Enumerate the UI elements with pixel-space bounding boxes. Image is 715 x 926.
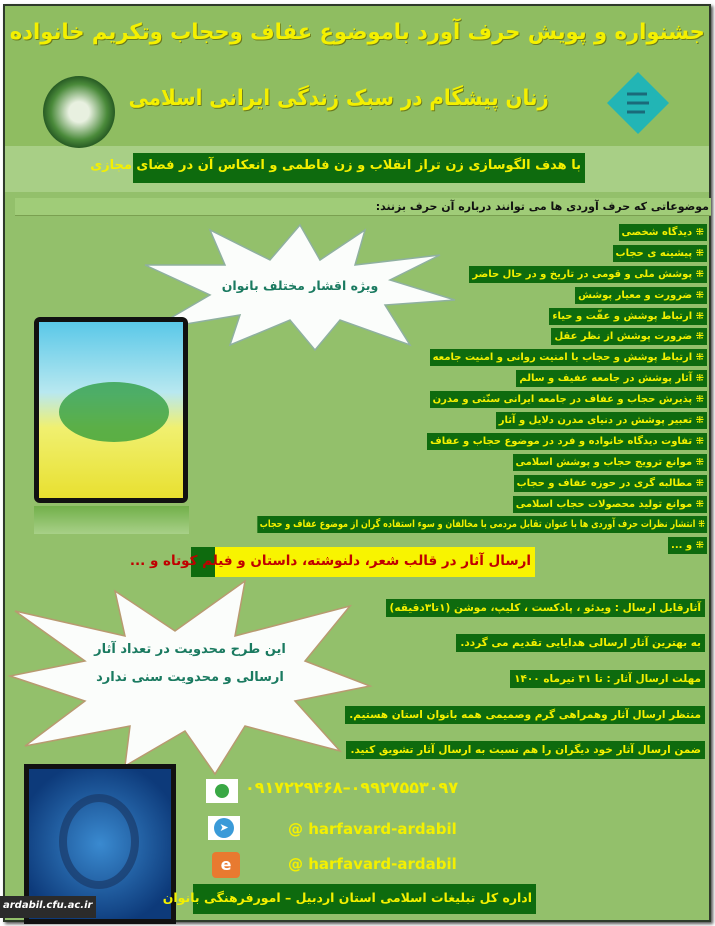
emblem-logo — [43, 76, 115, 148]
list-item: ⁜ پوشش ملی و قومی در تاریخ و در حال حاضر — [7, 263, 707, 280]
list-item: ⁜ پذیرش حجاب و عفاف در جامعه ایرانی سنّتی و مدرن — [7, 388, 707, 405]
info-prizes: به بهترین آثار ارسالی هدایایی تقدیم می گردد. — [456, 634, 705, 652]
list-item: ⁜ ضرورت و معیار پوشش — [7, 284, 707, 301]
star-no-limit-line1: این طرح محدویت در تعداد آثار — [94, 642, 286, 657]
list-item: ⁜ تعبیر پوشش در دنیای مدرن دلایل و آثار — [7, 409, 707, 426]
festival-title: جشنواره و پویش حرف آورد باموضوع عفاف وحجاب وتکریم خانواده — [9, 20, 705, 45]
list-item: ⁜ ارتباط پوشش و حجاب با امنیت روانی و امنیت جامعه — [7, 346, 707, 363]
eitaa-icon[interactable]: e — [212, 852, 240, 878]
hijab-image — [34, 317, 188, 503]
list-item: ⁜ تفاوت دیدگاه خانواده و فرد در موضوع حجاب و عفاف — [7, 430, 707, 447]
festival-subtitle: زنان پیشگام در سبک زندگی ایرانی اسلامی — [128, 86, 549, 111]
list-item: ⁜ موانع ترویج حجاب و پوشش اسلامی — [7, 451, 707, 468]
info-eligible-works: آثارقابل ارسال : ویدئو ، پادکست ، کلیپ، موشن (۱تا۳دقیقه) — [386, 599, 705, 617]
list-item: ⁜ مطالبه گری در حوزه عفاف و حجاب — [7, 472, 707, 489]
poster — [3, 4, 711, 922]
phone-numbers: ۰۹۱۷۲۲۹۴۶۸–۰۹۹۲۷۵۵۳۰۹۷ — [245, 778, 459, 797]
list-item: ⁜ آثار پوشش در جامعه عفیف و سالم — [7, 367, 707, 384]
telegram-handle[interactable]: @ harfavard-ardabil — [288, 820, 457, 838]
list-item: ⁜ انتشار نظرات حرف آوردی ها با عنوان تقابل مردمی با مخالفان و سوء استفاده گران از موضوع عفاف و حجاب — [7, 513, 707, 530]
organization-footer: اداره کل تبلیغات اسلامی استان اردبیل – امورفرهنگی بانوان — [193, 884, 536, 914]
list-item: ⁜ دیدگاه شخصی — [7, 221, 707, 238]
list-item: ⁜ ضرورت پوشش از نظر عقل — [7, 325, 707, 342]
info-encourage: ضمن ارسال آثار خود دیگران را هم نسبت به ارسال آثار تشویق کنید. — [346, 741, 705, 759]
eitaa-handle[interactable]: @ harfavard-ardabil — [288, 855, 457, 873]
watermark: ardabil.cfu.ac.ir — [0, 896, 96, 918]
info-deadline: مهلت ارسال آثار : تا ۳۱ تیرماه ۱۴۰۰ — [510, 670, 705, 688]
list-item: ⁜ ارتباط پوشش و عفّت و حیاء — [7, 305, 707, 322]
list-item: ⁜ و ... — [7, 534, 707, 551]
star-audience-text: ویژه اقشار مختلف بانوان — [221, 278, 379, 293]
formats-banner: ارسال آثار در قالب شعر، دلنوشته، داستان و فیلم کوتاه و ... — [215, 547, 535, 577]
star-no-limit-line2: ارسالی و محدویت سنی ندارد — [96, 670, 284, 685]
topics-heading: موضوعاتی که حرف آوردی ها می توانند درباره آن حرف بزنند: — [15, 198, 711, 216]
goal-banner: با هدف الگوسازی زن تراز انقلاب و زن فاطمی و انعکاس آن در فضای مجازی — [133, 153, 585, 183]
telegram-icon[interactable]: ➤ — [208, 816, 240, 840]
whatsapp-icon[interactable] — [206, 779, 238, 803]
list-item: ⁜ موانع تولید محصولات حجاب اسلامی — [7, 493, 707, 510]
organization-logo — [605, 70, 671, 136]
image-shadow-bar — [34, 506, 189, 534]
info-invitation: منتظر ارسال آثار وهمراهی گرم وصمیمی همه بانوان استان هستیم. — [345, 706, 705, 724]
list-item: ⁜ پیشینه ی حجاب — [7, 242, 707, 259]
